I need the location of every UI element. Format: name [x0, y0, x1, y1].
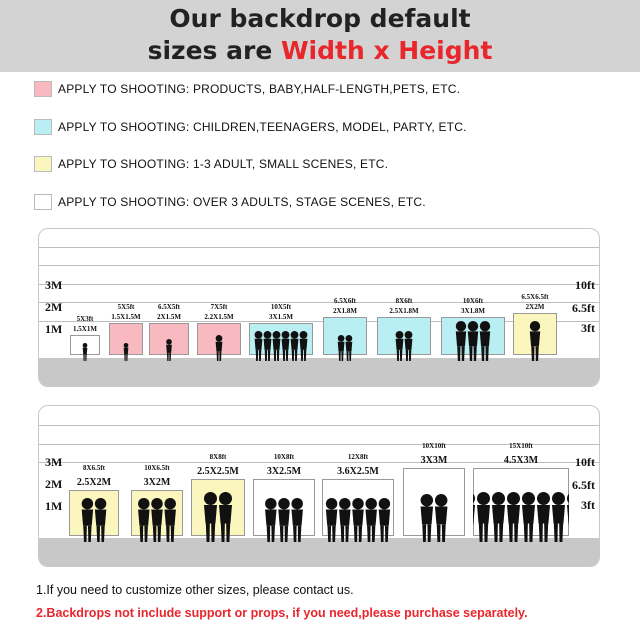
size-label-ft: 6.5X6ft: [334, 297, 356, 305]
size-label-ft: 8X6.5ft: [83, 464, 105, 472]
size-label-m: 3X2.5M: [266, 466, 302, 477]
size-label-ft: 6.5X6.5ft: [521, 293, 549, 301]
size-label-m: 3.6X2.5M: [337, 466, 379, 477]
legend-text: APPLY TO SHOOTING: CHILDREN,TEENAGERS, MODEL, PARTY, ETC.: [58, 120, 467, 134]
legend-item-pink: [34, 80, 460, 98]
scale-3m: 3M: [45, 278, 63, 292]
size-label-ft: 5X3ft: [76, 315, 94, 323]
size-label-m: 2.5X1.8M: [389, 307, 419, 315]
people-silhouette-icon: [473, 468, 569, 546]
title-line-1: Our backdrop default: [169, 4, 471, 33]
size-label-m: 2.5X2M: [76, 477, 112, 488]
scale-1m: 1M: [45, 322, 63, 336]
size-label-ft: 8X8ft: [209, 453, 227, 461]
size-label-m: 4.5X3M: [503, 455, 539, 466]
scale-2m: 2M: [45, 477, 63, 491]
scale-1m: 1M: [45, 499, 63, 513]
scale-3m: 3M: [45, 455, 63, 469]
size-label-ft: 5X5ft: [117, 303, 135, 311]
legend-text: APPLY TO SHOOTING: PRODUCTS, BABY,HALF-LENGTH,PETS, ETC.: [58, 82, 461, 96]
size-label-m: 3X1.8M: [461, 307, 485, 315]
people-silhouette-icon: [403, 468, 465, 546]
title-highlight: Width x Height: [280, 36, 493, 65]
size-label-ft: 12X8ft: [347, 453, 369, 461]
size-label-ft: 10X8ft: [273, 453, 295, 461]
title-line-2-prefix: sizes are: [147, 36, 281, 65]
people-silhouette-icon: [70, 335, 100, 365]
people-silhouette-icon: [323, 317, 367, 365]
size-label-m: 2.2X1.5M: [204, 313, 234, 321]
size-label-ft: 10X5ft: [270, 303, 292, 311]
size-label-m: 2X1.8M: [333, 307, 357, 315]
legend-item-white: [34, 193, 426, 211]
size-label-m: 1.5X1M: [73, 325, 97, 333]
people-silhouette-icon: [441, 317, 505, 365]
legend-text: APPLY TO SHOOTING: 1-3 ADULT, SMALL SCENES, ETC.: [58, 157, 389, 171]
legend-swatch-yellow: [34, 156, 52, 172]
people-silhouette-icon: [191, 479, 245, 546]
title-line-2: [0, 35, 640, 67]
people-silhouette-icon: [69, 490, 119, 546]
legend-swatch-pink: [34, 81, 52, 97]
scale-10ft: 10ft: [575, 278, 595, 292]
size-label-m: 3X3M: [420, 455, 448, 466]
size-label-ft: 7X5ft: [210, 303, 228, 311]
legend-text: APPLY TO SHOOTING: OVER 3 ADULTS, STAGE SCENES, ETC.: [58, 195, 426, 209]
size-label-ft: 15X10ft: [509, 442, 533, 450]
size-label-m: 3X2M: [143, 477, 171, 488]
scale-2m: 2M: [45, 300, 63, 314]
size-label-ft: 8X6ft: [395, 297, 413, 305]
scale-3ft: 3ft: [581, 498, 595, 512]
scale-6-5ft: 6.5ft: [572, 301, 595, 315]
people-silhouette-icon: [322, 479, 394, 546]
size-label-m: 3X1.5M: [269, 313, 293, 321]
size-label-m: 2X2M: [525, 303, 545, 311]
title-banner: [0, 0, 640, 72]
people-silhouette-icon: [149, 323, 189, 365]
size-label-ft: 10X10ft: [422, 442, 446, 450]
size-label-ft: 6.5X5ft: [158, 303, 180, 311]
size-label-ft: 10X6ft: [462, 297, 484, 305]
people-silhouette-icon: [513, 313, 557, 365]
legend-swatch-white: [34, 194, 52, 210]
legend-item-yellow: [34, 155, 388, 173]
people-silhouette-icon: [253, 479, 315, 546]
note-no-props: 2.Backdrops not include support or props, if you need,please purchase separately.: [36, 606, 528, 620]
size-label-m: 2.5X2.5M: [197, 466, 239, 477]
size-panel-1: [38, 228, 600, 387]
people-silhouette-icon: [377, 317, 431, 365]
scale-10ft: 10ft: [575, 455, 595, 469]
size-label-m: 2X1.5M: [157, 313, 181, 321]
legend-item-blue: [34, 118, 467, 136]
size-label-ft: 10X6.5ft: [144, 464, 170, 472]
scale-6-5ft: 6.5ft: [572, 478, 595, 492]
people-silhouette-icon: [131, 490, 183, 546]
people-silhouette-icon: [249, 323, 313, 365]
size-panel-2: [38, 405, 600, 567]
scale-3ft: 3ft: [581, 321, 595, 335]
people-silhouette-icon: [197, 323, 241, 365]
note-custom-sizes: 1.If you need to customize other sizes, please contact us.: [36, 583, 354, 597]
size-label-m: 1.5X1.5M: [111, 313, 141, 321]
legend-swatch-blue: [34, 119, 52, 135]
people-silhouette-icon: [109, 323, 143, 365]
